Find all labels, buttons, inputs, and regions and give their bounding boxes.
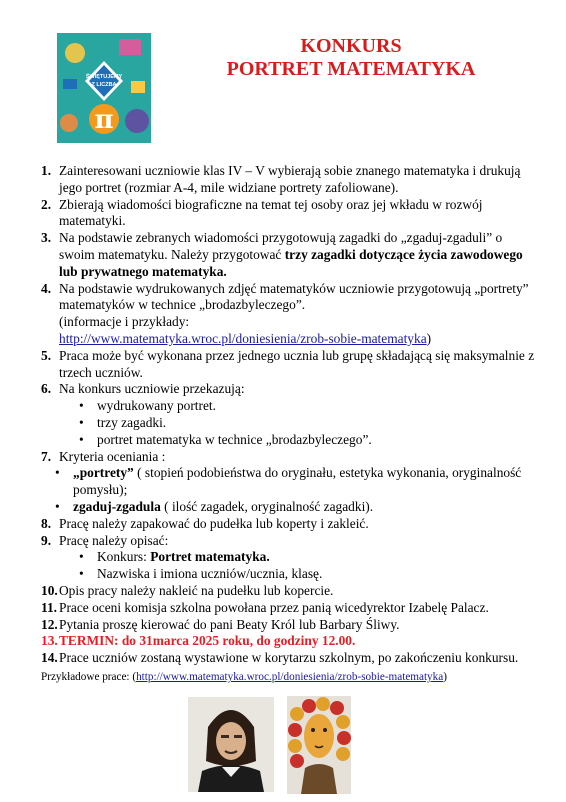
list-item: 4. Na podstawie wydrukowanych zdjęć matematyków uczniowie przygotowują „portrety” matematyków w technice „brodazbyleczego”. (informacje i przykłady: http://www.matematyka.wroc.pl/doniesienia/zrob-sobie-matematyka) (41, 280, 529, 346)
bullet-icon: • (79, 566, 84, 582)
example-portrait-image (188, 697, 274, 792)
bullet-icon: • (79, 431, 84, 447)
title-line-1: KONKURS (300, 35, 402, 57)
svg-text:π: π (94, 105, 114, 135)
list-item: 2. Zbierają wiadomości biograficzne na temat tej osoby oraz jej wkładu w rozwój matematyki. (41, 196, 483, 229)
svg-text:Z LICZBĄ: Z LICZBĄ (91, 82, 117, 88)
bullet-icon: • (55, 498, 60, 514)
bullet-icon: • (55, 465, 60, 481)
title-line-2: PORTRET MATEMATYKA (226, 58, 476, 80)
svg-text:ŚWIĘTUJEMY: ŚWIĘTUJEMY (85, 74, 123, 80)
example-link[interactable]: http://www.matematyka.wroc.pl/doniesienia/zrob-sobie-matematyka (59, 330, 427, 346)
list-item: 10. Opis pracy należy nakleić na pudełku lub kopercie. (41, 582, 334, 598)
list-item: 8. Pracę należy zapakować do pudełka lub koperty i zakleić. (41, 515, 369, 531)
list-item: 1. Zainteresowani uczniowie klas IV – V wybierają sobie znanego matematyka i drukują jego portret (rozmiar A-4, mile widziane portrety zafoliowane). (41, 163, 521, 195)
list-item: 7. Kryteria oceniania : • „portrety” ( stopień podobieństwa do oryginału, estetyka wykonania, oryginalność pomysłu); • zgaduj-zgadula ( ilość zagadek, oryginalność zagadki). (41, 448, 522, 514)
list-item: 5. Praca może być wykonana przez jednego ucznia lub grupę składającą się maksymalnie z trzech uczniów. (41, 347, 535, 380)
list-item: 12. Pytania proszę kierować do pani Beaty Król lub Barbary Śliwy. (41, 616, 400, 632)
bullet-icon: • (79, 398, 84, 414)
event-logo (57, 33, 151, 143)
bullet-icon: • (79, 414, 84, 430)
examples-line: Przykładowe prace: (http://www.matematyka.wroc.pl/doniesienia/zrob-sobie-matematyka) (41, 671, 447, 683)
list-item: 14. Prace uczniów zostaną wystawione w korytarzu szkolnym, po zakończeniu konkursu. (41, 650, 519, 666)
page-title (196, 35, 506, 81)
list-item: 9. Pracę należy opisać: • Konkurs: Portret matematyka. • Nazwiska i imiona uczniów/ucznia, klasę. (41, 532, 323, 582)
examples-link[interactable]: http://www.matematyka.wroc.pl/doniesienia/zrob-sobie-matematyka (136, 671, 444, 683)
list-item: 6. Na konkurs uczniowie przekazują: • wydrukowany portret. • trzy zagadki. • portret matematyka w technice „brodazbyleczego”. (41, 381, 372, 447)
bullet-icon: • (79, 549, 84, 565)
list-item: 3. Na podstawie zebranych wiadomości przygotowują zagadki do „zgaduj-zgaduli” o swoim matematyku. Należy przygotować trzy zagadki dotyczące życia zawodowego lub prywatnego matematyka. (41, 230, 523, 279)
list-item: 11. Prace oceni komisja szkolna powołana przez panią wicedyrektor Izabelę Palacz. (41, 599, 489, 615)
deadline-item: 13. TERMIN: do 31marca 2025 roku, do godziny 12.00. (41, 633, 356, 649)
rules-list (41, 163, 541, 667)
example-fruit-portrait-image (287, 696, 351, 794)
